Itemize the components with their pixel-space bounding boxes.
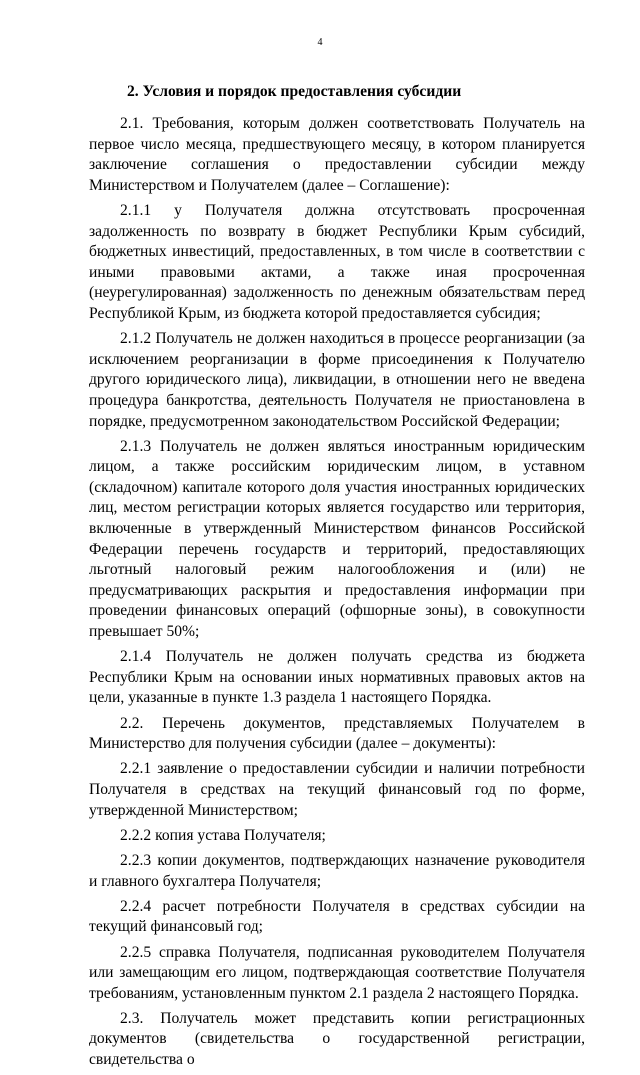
paragraph-2-2-2: 2.2.2 копия устава Получателя;	[120, 826, 326, 844]
paragraph-2-2-1: 2.2.1 заявление о предоставлении субсидии и наличии потребности Получателя в средствах на текущий финансовый год по форме, утвержденной Министерством;	[89, 760, 585, 819]
paragraph-2-2: 2.2. Перечень документов, представляемых Получателем в Министерство для получения субсидии (далее – документы):	[89, 714, 585, 753]
paragraph-2-1-4: 2.1.4 Получатель не должен получать средства из бюджета Республики Крым на основании иных нормативных правовых актов на цели, указанные в пункте 1.3 раздела 1 настоящего Порядка.	[89, 648, 585, 707]
section-heading: 2. Условия и порядок предоставления субсидии	[127, 83, 462, 100]
paragraph-2-2-3: 2.2.3 копии документов, подтверждающих назначение руководителя и главного бухгалтера Получателя;	[89, 851, 585, 890]
paragraph-2-1: 2.1. Требования, которым должен соответствовать Получатель на первое число месяца, предшествующего месяцу, в котором планируется заключение соглашения о предоставлении субсидии между Министерством и Получателем (далее – Соглашение):	[89, 115, 585, 194]
paragraph-2-1-2: 2.1.2 Получатель не должен находиться в процессе реорганизации (за исключением реорганизации в форме присоединения к Получателю другого юридического лица), ликвидации, в отношении него не введена процедура банкротства, деятельность Получателя не приостановлена в порядке, предусмотренном законодательством Российской Федерации;	[89, 330, 585, 430]
paragraph-2-2-4: 2.2.4 расчет потребности Получателя в средствах субсидии на текущий финансовый год;	[89, 897, 585, 936]
paragraph-2-1-3: 2.1.3 Получатель не должен являться иностранным юридическим лицом, а также российским юридическим лицом, в уставном (складочном) капитале которого доля участия иностранных юридических лиц, местом регистрации которых является государство или территория, включенные в утвержденный Министерством финансов Российской Федерации перечень государств и территорий, предоставляющих льготный налоговый режим налогообложения и (или) не предусматривающих раскрытия и предоставления информации при проведении финансовых операций (офшорные зоны), в совокупности превышает 50%;	[89, 437, 585, 641]
paragraph-2-1-1: 2.1.1 у Получателя должна отсутствовать просроченная задолженность по возврату в бюджет Республики Крым субсидий, бюджетных инвестиций, предоставленных, в том числе в соответствии с иными правовыми актами, а также иная просроченная (неурегулированная) задолженность по денежным обязательствам перед Республикой Крым, из бюджета которой предоставляется субсидия;	[89, 201, 585, 322]
page-number: 4	[317, 37, 323, 48]
paragraph-2-2-5: 2.2.5 справка Получателя, подписанная руководителем Получателя или замещающим его лицом, подтверждающая соответствие Получателя требованиям, установленным пунктом 2.1 раздела 2 настоящего Порядка.	[89, 943, 585, 1002]
paragraph-2-3: 2.3. Получатель может представить копии регистрационных документов (свидетельства о государственной регистрации, свидетельства о	[89, 1009, 585, 1069]
document-body	[89, 114, 585, 1075]
